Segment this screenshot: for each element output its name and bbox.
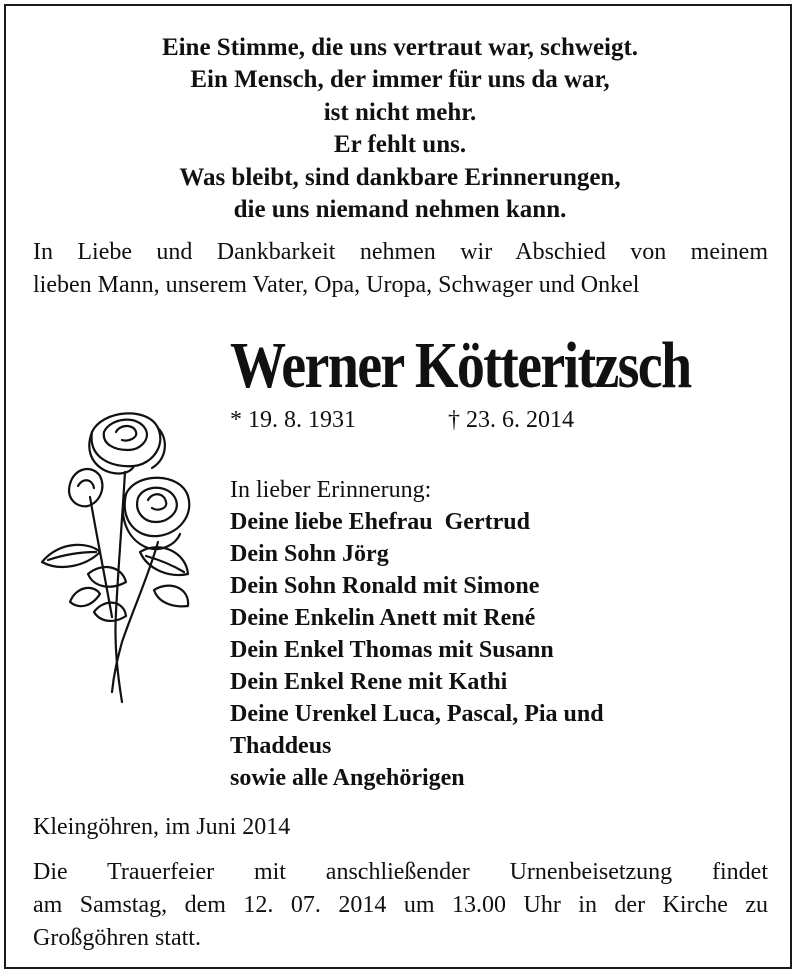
intro-line-1: In Liebe und Dankbarkeit nehmen wir Abschied von meinem: [33, 239, 768, 265]
service-line-2: am Samstag, dem 12. 07. 2014 um 13.00 Uhr in der Kirche zu: [33, 892, 768, 918]
family-list: [230, 474, 690, 794]
poem-line: ist nicht mehr.: [323, 98, 477, 126]
rose-illustration-icon: [30, 402, 200, 712]
death-date: † 23. 6. 2014: [448, 407, 574, 433]
poem-line: Er fehlt uns.: [333, 131, 467, 159]
family-member: Deine Enkelin Anett mit René: [230, 605, 536, 631]
service-line-1: Die Trauerfeier mit anschließender Urnenbeisetzung findet: [33, 859, 768, 885]
intro-line-2: lieben Mann, unserem Vater, Opa, Uropa, Schwager und Onkel: [33, 272, 640, 298]
memorial-poem: [0, 32, 800, 226]
family-member: Dein Enkel Thomas mit Susann: [230, 637, 554, 663]
farewell-intro: [33, 236, 768, 302]
family-member: Dein Sohn Ronald mit Simone: [230, 573, 540, 599]
family-member: Dein Sohn Jörg: [230, 541, 389, 567]
family-member: Dein Enkel Rene mit Kathi: [230, 669, 508, 695]
birth-date: * 19. 8. 1931: [230, 407, 356, 433]
family-heading: In lieber Erinnerung:: [230, 477, 432, 503]
poem-line: die uns niemand nehmen kann.: [233, 196, 567, 224]
deceased-name: Werner Kötteritzsch: [230, 329, 691, 402]
place-and-date: Kleingöhren, im Juni 2014: [33, 814, 291, 840]
service-line-3: Großgöhren statt.: [33, 925, 201, 951]
funeral-service-info: [33, 856, 768, 955]
family-member: Thaddeus: [230, 733, 332, 759]
family-member: Deine liebe Ehefrau Gertrud: [230, 509, 530, 535]
family-member: Deine Urenkel Luca, Pascal, Pia und: [230, 701, 604, 727]
poem-line: Ein Mensch, der immer für uns da war,: [190, 66, 610, 94]
poem-line: Eine Stimme, die uns vertraut war, schweigt.: [161, 34, 639, 61]
family-member: sowie alle Angehörigen: [230, 765, 465, 791]
poem-line: Was bleibt, sind dankbare Erinnerungen,: [179, 163, 621, 191]
